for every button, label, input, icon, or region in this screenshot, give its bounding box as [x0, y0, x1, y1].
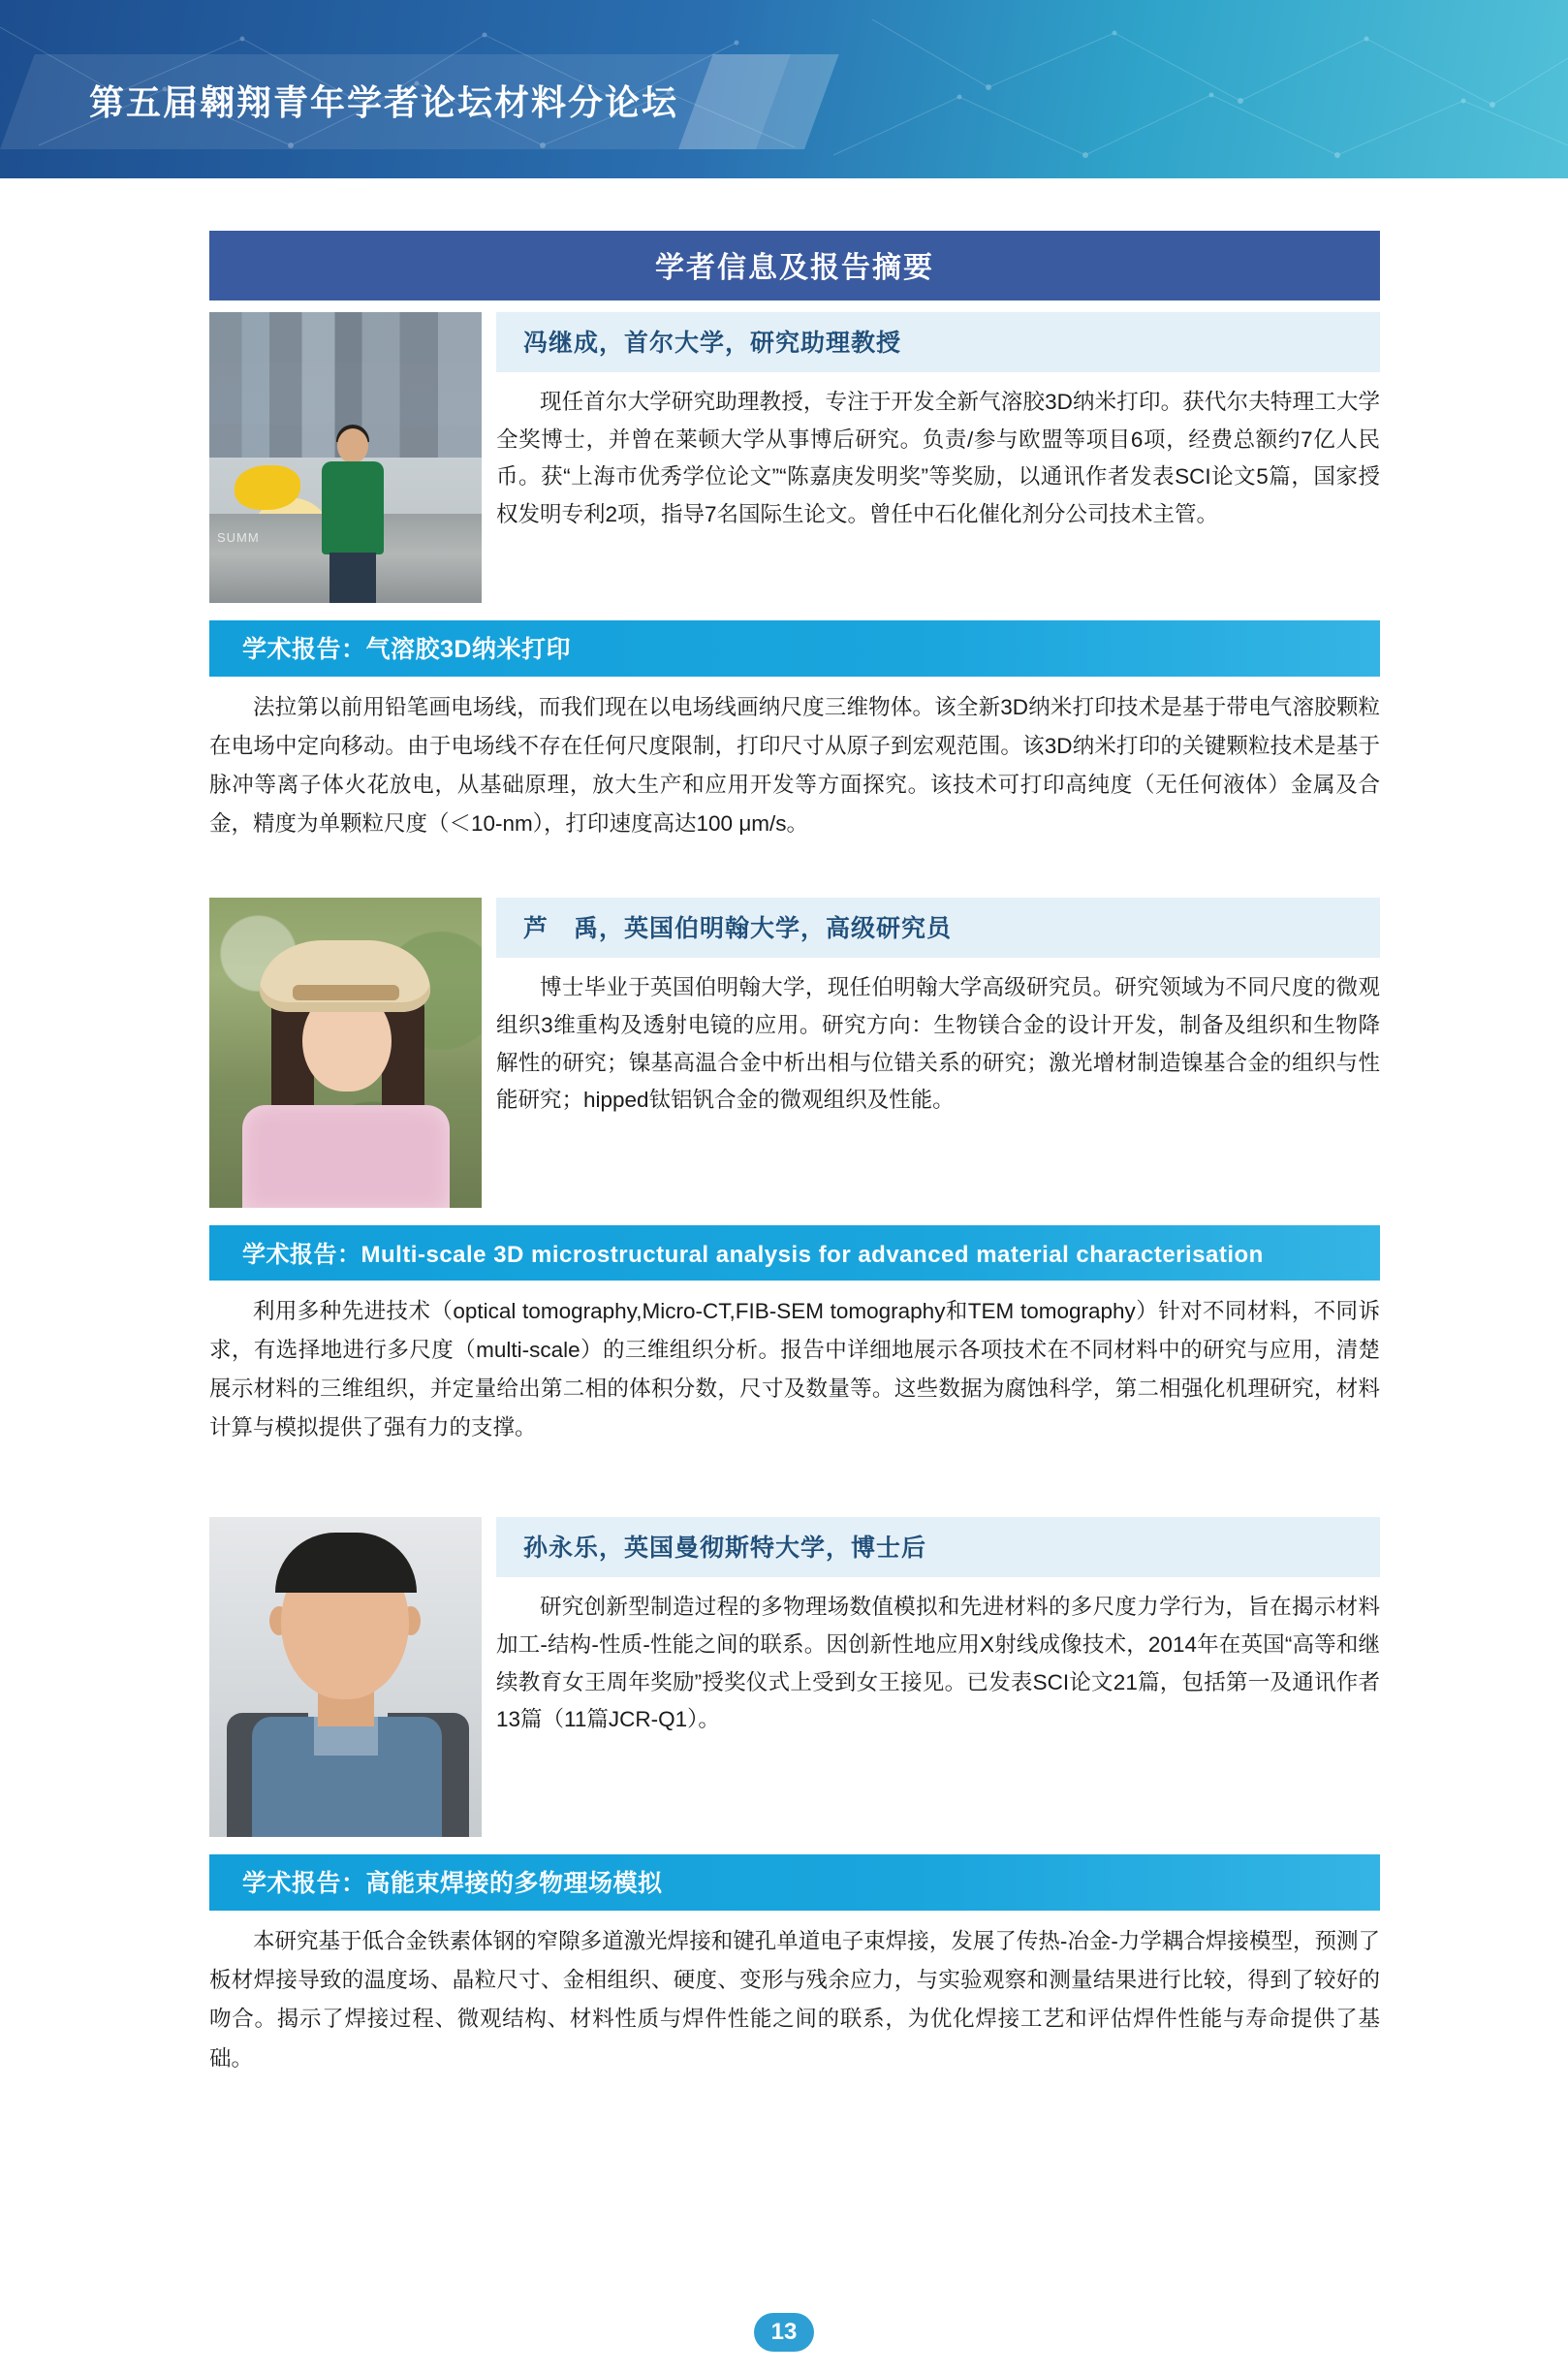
report-abstract: 利用多种先进技术（optical tomography,Micro-CT,FIB-SEM tomography和TEM tomography）针对不同材料，不同诉求，有选择地进行多尺度（multi-scale）的三维组织分析。报告中详细地展示各项技术在不同材料中的研究与应用，清楚展示材料的三维组织，并定量给出第二相的体积分数，尺寸及数量等。这些数据为腐蚀科学，第二相强化机理研究，材料计算与模拟提供了强有力的支撑。 [209, 1299, 1380, 1440]
photo-person-trousers [329, 553, 376, 603]
scholar-name: 芦 禹，英国伯明翰大学，高级研究员 [496, 898, 1380, 958]
scholar-entry [209, 312, 1380, 603]
scholar-entry [209, 898, 1380, 1208]
scholar-bio: 现任首尔大学研究助理教授，专注于开发全新气溶胶3D纳米打印。获代尔夫特理工大学全奖博士，并曾在莱顿大学从事博后研究。负责/参与欧盟等项目6项，经费总额约7亿人民币。获“上海市优秀学位论文”“陈嘉庚发明奖”等奖励，以通讯作者发表SCI论文5篇，国家授权发明专利2项，指导7名国际生论文。曾任中石化催化剂分公司技术主管。 [496, 390, 1380, 527]
photo-person-head [337, 428, 368, 463]
photo-person-hair [275, 1533, 417, 1593]
scholar-bio: 博士毕业于英国伯明翰大学，现任伯明翰大学高级研究员。研究领域为不同尺度的微观组织3维重构及透射电镜的应用。研究方向：生物镁合金的设计开发，制备及组织和生物降解性的研究；镍基高温合金中析出相与位错关系的研究；激光增材制造镍基合金的组织与性能研究；hipped钛铝钒合金的微观组织及性能。 [496, 975, 1380, 1113]
scholar-name: 冯继成，首尔大学，研究助理教授 [496, 312, 1380, 372]
scholar-bio: 研究创新型制造过程的多物理场数值模拟和先进材料的多尺度力学行为，旨在揭示材料加工-结构-性质-性能之间的联系。因创新性地应用X射线成像技术，2014年在英国“高等和继续教育女王周年奖励”授奖仪式上受到女王接见。已发表SCI论文21篇，包括第一及通讯作者13篇（11篇JCR-Q1）。 [496, 1595, 1380, 1732]
section-title: 学者信息及报告摘要 [209, 231, 1380, 301]
content-column [81, 231, 1487, 2078]
photo-person [316, 428, 390, 603]
photo-sculpture [235, 465, 300, 510]
photo-person-shirt [322, 461, 384, 554]
scholar-photo-feng [209, 312, 482, 603]
photo-person-hat [260, 940, 430, 1012]
report-title-bar: 学术报告：气溶胶3D纳米打印 [209, 620, 1380, 677]
scholar-photo-sun [209, 1517, 482, 1837]
scholar-name: 孙永乐，英国曼彻斯特大学，博士后 [496, 1517, 1380, 1577]
page-header [0, 0, 1568, 178]
photo-person-coat [242, 1105, 450, 1208]
page-body [0, 178, 1568, 2078]
scholar-photo-lu [209, 898, 482, 1208]
report-abstract: 本研究基于低合金铁素体钢的窄隙多道激光焊接和键孔单道电子束焊接，发展了传热-冶金-力学耦合焊接模型，预测了板材焊接导致的温度场、晶粒尺寸、金相组织、硬度、变形与残余应力，与实验观察和测量结果进行比较，得到了较好的吻合。揭示了焊接过程、微观结构、材料性质与焊件性能之间的联系，为优化焊接工艺和评估焊件性能与寿命提供了基础。 [209, 1929, 1380, 2071]
photo-person-hat-band [293, 985, 399, 1000]
page-number-badge: 13 [754, 2313, 814, 2352]
report-title-bar: 学术报告：Multi-scale 3D microstructural analysis for advanced material characterisation [209, 1225, 1380, 1281]
report-abstract: 法拉第以前用铅笔画电场线，而我们现在以电场线画纳尺度三维物体。该全新3D纳米打印技术是基于带电气溶胶颗粒在电场中定向移动。由于电场线不存在任何尺度限制，打印尺寸从原子到宏观范围。该3D纳米打印的关键颗粒技术是基于脉冲等离子体火花放电，从基础原理，放大生产和应用开发等方面探究。该技术可打印高纯度（无任何液体）金属及合金，精度为单颗粒尺度（＜10-nm），打印速度高达100 μm/s。 [209, 695, 1380, 837]
report-title-bar: 学术报告：高能束焊接的多物理场模拟 [209, 1854, 1380, 1911]
scholar-entry [209, 1517, 1380, 1837]
header-title: 第五届翱翔青年学者论坛材料分论坛 [89, 82, 679, 122]
photo-caption: SUMM [217, 530, 260, 545]
